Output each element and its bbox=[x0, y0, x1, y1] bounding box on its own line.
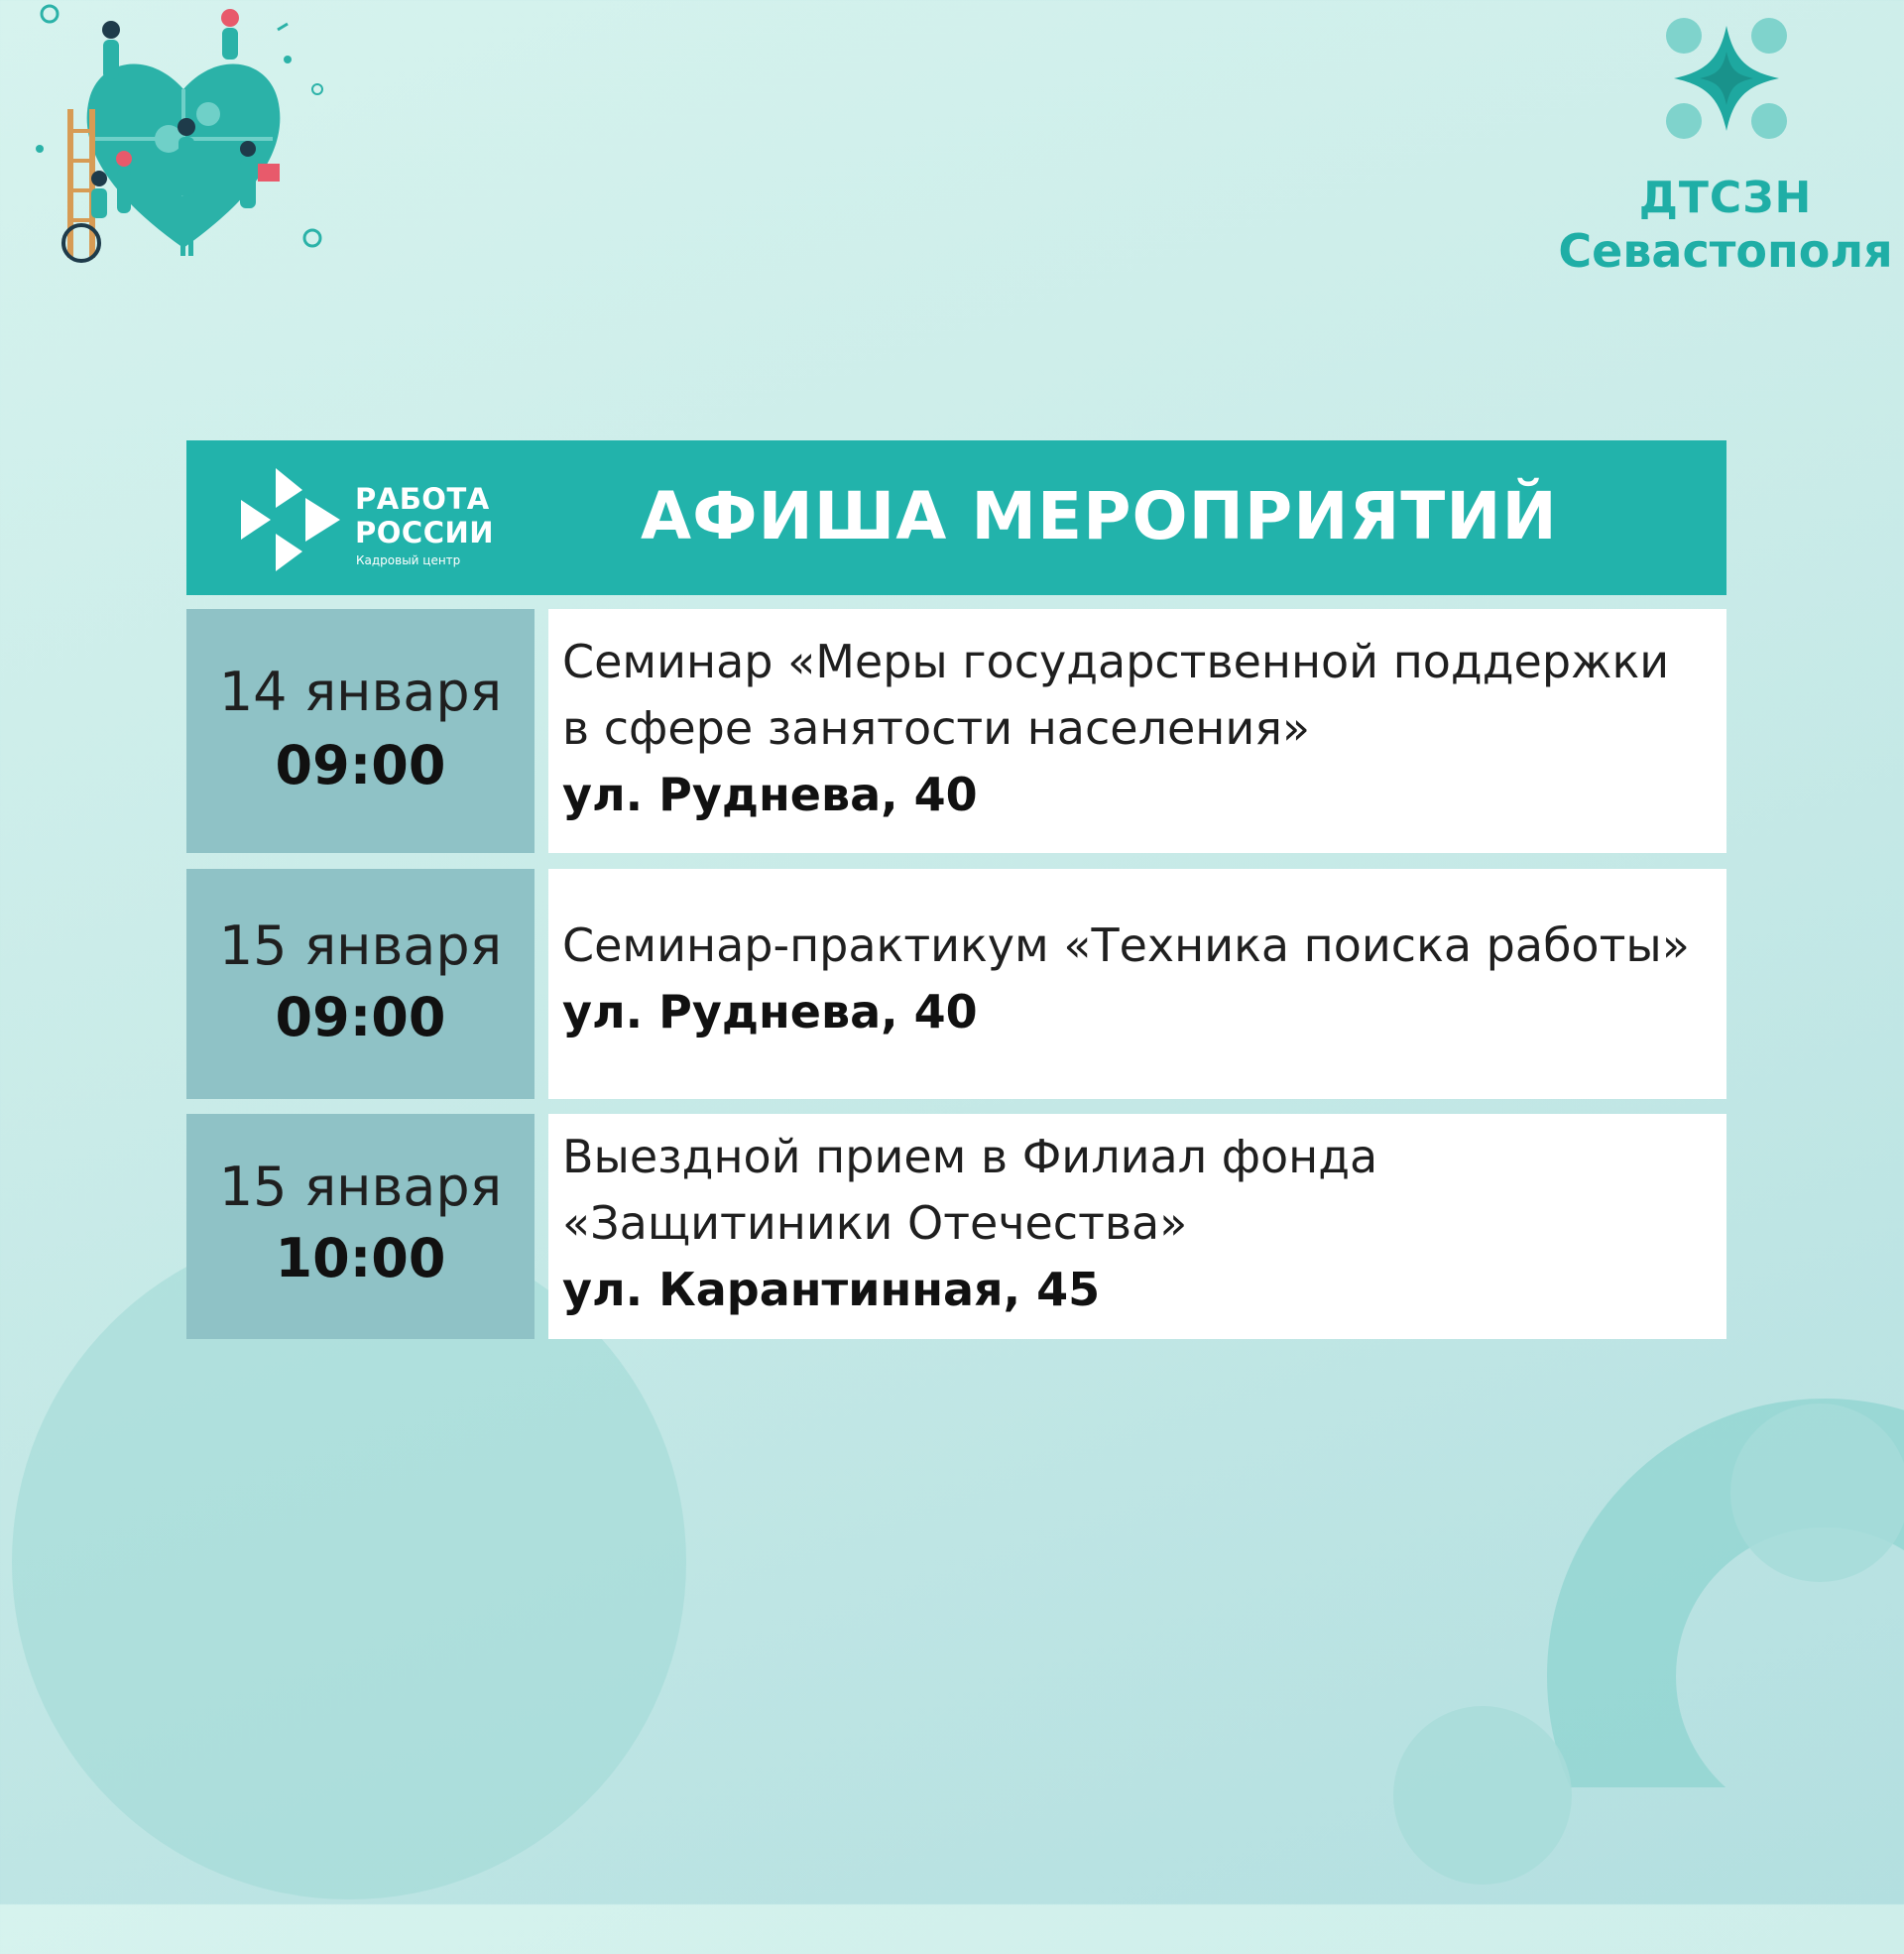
org-name-line2: Севастополя bbox=[1558, 224, 1893, 278]
event-time: 09:00 bbox=[275, 734, 446, 796]
background-circle-right-bottom bbox=[1393, 1706, 1572, 1885]
volunteers-heart-illustration bbox=[20, 0, 347, 273]
event-date-cell bbox=[186, 609, 535, 853]
event-date: 15 января bbox=[218, 1156, 503, 1218]
rabota-rossii-logo-icon bbox=[241, 468, 350, 572]
background-circle-right-top bbox=[1730, 1404, 1904, 1582]
event-title-line: Семинар «Меры государственной поддержки bbox=[562, 635, 1670, 688]
event-title-line: «Защитиники Отечества» bbox=[562, 1196, 1188, 1250]
event-title-line: Семинар-практикум «Техника поиска работы» bbox=[562, 918, 1690, 972]
events-table bbox=[186, 440, 1726, 1316]
org-logo bbox=[1547, 14, 1904, 282]
event-info-cell bbox=[548, 609, 1726, 853]
event-title-line: в сфере занятости населения» bbox=[562, 701, 1311, 755]
brand-line1: РАБОТА bbox=[355, 482, 490, 516]
event-info-cell bbox=[548, 869, 1726, 1099]
event-date-cell bbox=[186, 869, 535, 1099]
event-address: ул. Карантинная, 45 bbox=[562, 1263, 1101, 1316]
org-star-icon bbox=[1662, 14, 1791, 143]
event-title-line: Выездной прием в Филиал фонда bbox=[562, 1130, 1378, 1183]
event-date: 15 января bbox=[218, 915, 503, 977]
event-address: ул. Руднева, 40 bbox=[562, 768, 978, 821]
event-info-cell bbox=[548, 1114, 1726, 1339]
event-time: 10:00 bbox=[275, 1227, 446, 1289]
event-row bbox=[186, 1114, 1726, 1339]
event-row bbox=[186, 869, 1726, 1099]
table-header bbox=[186, 440, 1726, 595]
event-date: 14 января bbox=[218, 661, 503, 723]
brand-line2: РОССИИ bbox=[355, 516, 495, 550]
event-row bbox=[186, 609, 1726, 853]
event-address: ул. Руднева, 40 bbox=[562, 985, 978, 1038]
event-time: 09:00 bbox=[275, 986, 446, 1048]
event-date-cell bbox=[186, 1114, 535, 1339]
page-title: АФИША МЕРОПРИЯТИЙ bbox=[641, 478, 1558, 554]
org-name-line1: ДТСЗН bbox=[1638, 173, 1813, 223]
brand-subtitle: Кадровый центр bbox=[356, 553, 461, 567]
